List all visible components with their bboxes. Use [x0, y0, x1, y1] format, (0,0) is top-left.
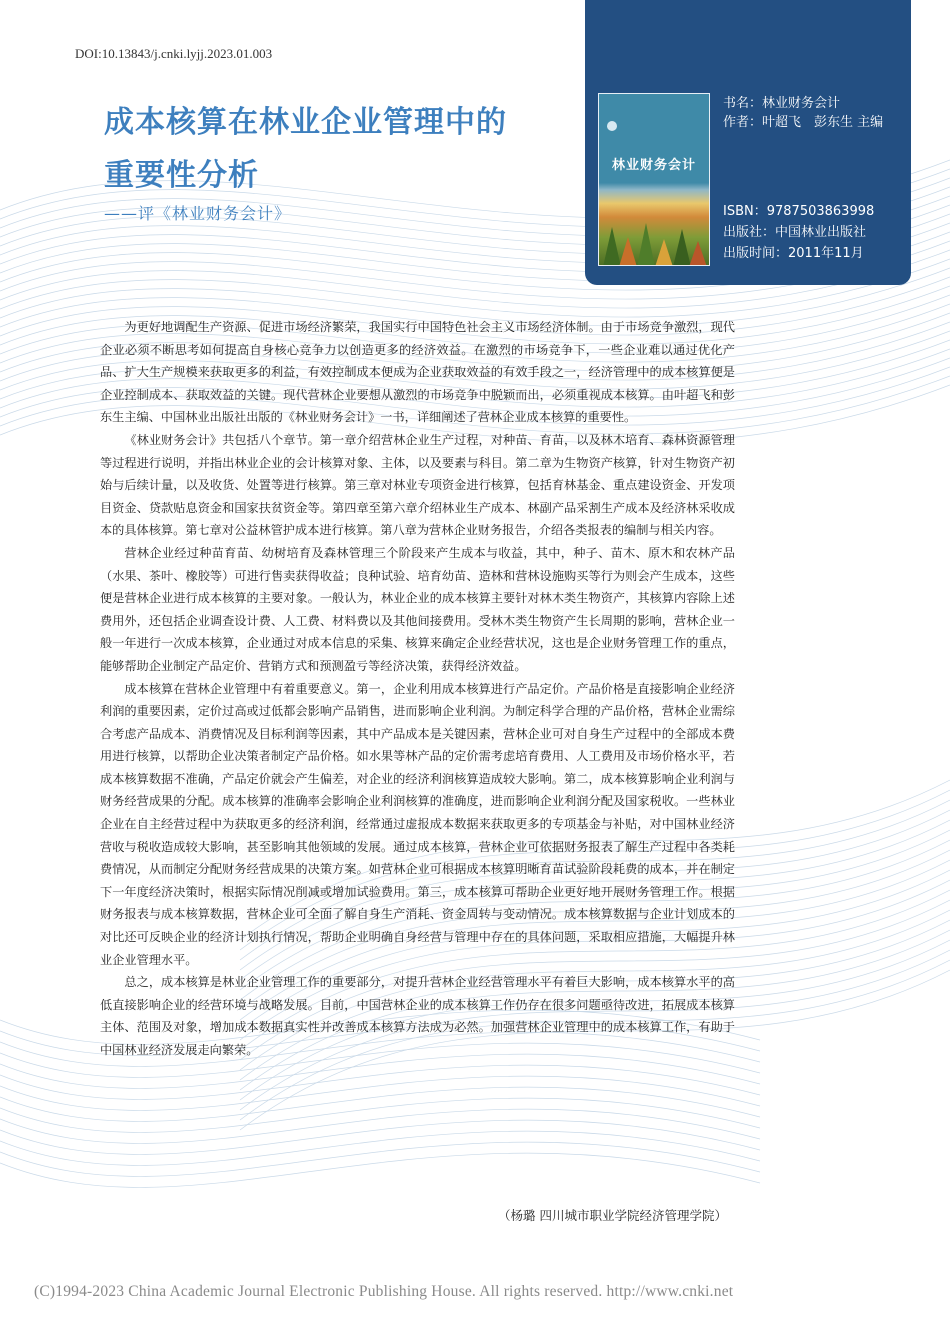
article-subtitle: ——评《林业财务会计》 — [104, 204, 292, 223]
copyright-footer: (C)1994-2023 China Academic Journal Electronic Publishing House. All rights reserved. http://www.cnki.net — [34, 1283, 734, 1300]
wave-line — [0, 1087, 760, 1121]
body-paragraph: 营林企业经过种苗育苗、幼树培育及森林管理三个阶段来产生成本与收益，其中，种子、苗木、原木和农林产品（水果、茶叶、橡胶等）可进行售卖获得收益；良种试验、培育幼苗、造林和营林设施购买等行为则会产生成本，这些便是营林企业进行成本核算的主要对象。一般认为，林业企业的成本核算主要针对林木类生物资产，其核算内容除上述费用外，还包括企业调查设计费、人工费、材料费以及其他间接费用。受林木类生物资产生长周期的影响，营林企业一般一年进行一次成本核算，企业通过对成本信息的采集、核算来确定企业经营状况，这也是企业财务管理工作的重点，能够帮助企业制定产品定价、营销方式和预测盈亏等经济决策，获得经济效益。 — [100, 545, 735, 673]
wave-line — [0, 1109, 760, 1143]
body-paragraph: 为更好地调配生产资源、促进市场经济繁荣，我国实行中国特色社会主义市场经济体制。由于市场竞争激烈，现代企业必须不断思考如何提高自身核心竞争力以创造更多的经济效益。在激烈的市场竞争下，一些企业难以通过优化产品、扩大生产规模来获取更多的利益，有效控制成本便成为企业获取效益的有效手段之一，经济管理中的成本核算便是企业控制成本、获取效益的关键。现代营林企业要想从激烈的市场竞争中脱颖而出，必须重视成本核算。由叶超飞和彭东生主编、中国林业出版社出版的《林业财务会计》一书，详细阐述了营林企业成本核算的重要性。 — [100, 320, 735, 425]
wave-line — [0, 1065, 760, 1099]
wave-line — [0, 1120, 760, 1154]
wave-line — [0, 1153, 760, 1187]
article-title: 成本核算在林业企业管理中的重要性分析 — [104, 105, 507, 193]
body-paragraph: 成本核算在营林企业管理中有着重要意义。第一，企业利用成本核算进行产品定价。产品价格是直接影响企业经济利润的重要因素，定价过高或过低都会影响产品销售，进而影响企业利润。为制定科学合理的产品价格，营林企业需综合考虑产品成本、消费情况及目标利润等因素，其中产品成本是关键因素，营林企业可对自身生产过程中的全部成本费用进行核算，以帮助企业决策者制定产品价格。如水果等林产品的定价需考虑培育费用、人工费用及市场价格水平，若成本核算数据不准确，产品定价就会产生偏差，对企业的经济利润核算造成较大影响。第二，成本核算影响企业利润与财务经营成果的分配。成本核算的准确率会影响企业利润核算的准确度，进而影响企业利润分配及国家税收。一些林业企业在自主经营过程中为获取更多的经济利润，经常通过虚报成本数据来获取更多的专项基金与补贴，对中国林业经济营收与税收造成较大影响，甚至影响其他领域的发展。通过成本核算，营林企业可依据财务报表了解生产过程中各类耗费情况，从而制定分配财务经营成果的决策方案。如营林企业可根据成本核算明晰育苗试验阶段耗费的成本，并在制定下一年度经济决策时，根据实际情况削减或增加试验费用。第三，成本核算可帮助企业更好地开展财务管理工作。根据财务报表与成本核算数据，营林企业可全面了解自身生产消耗、资金周转与变动情况。成本核算数据与企业计划成本的对比还可反映企业的经济计划执行情况，帮助企业明确自身经营与管理中存在的具体问题，采取相应措施，大幅提升林业企业管理水平。 — [100, 681, 735, 967]
body-paragraph: 《林业财务会计》共包括八个章节。第一章介绍营林企业生产过程，对种苗、育苗，以及林木培育、森林资源管理等过程进行说明，并指出林业企业的会计核算对象、主体，以及要素与科目。第二章为生物资产核算，针对生物资产初始与后续计量，以及收货、处置等进行核算。第三章对林业专项资金进行核算，包括育林基金、重点建设资金、开发项目资金、贷款贴息资金和国家扶贫资金等。第四章至第六章介绍林业生产成本、林副产品采割生产成本及经济林采收成本的具体核算。第七章对公益林管护成本进行核算。第八章为营林企业财务报告，介绍各类报表的编制与相关内容。 — [100, 432, 735, 538]
book-publisher-line: 出版社：中国林业出版社 — [723, 225, 867, 240]
wave-line — [0, 1076, 760, 1110]
tree-icon — [689, 241, 707, 266]
book-isbn-line: ISBN：9787503863998 — [723, 204, 875, 219]
book-title-line: 书名：林业财务会计 — [723, 96, 841, 111]
body-paragraph: 总之，成本核算是林业企业管理工作的重要部分，对提升营林企业经营管理水平有着巨大影响，成本核算水平的高低直接影响企业的经营环境与战略发展。目前，中国营林企业的成本核算工作仍存在很多问题亟待改进，拓展成本核算主体、范围及对象，增加成本数据真实性并改善成本核算方法成为必然。加强营林企业管理中的成本核算工作，有助于中国林业经济发展走向繁荣。 — [100, 975, 735, 1057]
book-cover-image — [598, 93, 710, 266]
tree-icon — [619, 237, 637, 266]
tree-icon — [637, 223, 655, 266]
doi-label: DOI:10.13843/j.cnki.lyjj.2023.01.003 — [75, 46, 273, 61]
wave-line — [0, 1098, 760, 1132]
tree-icon — [655, 239, 673, 266]
wave-line — [0, 1142, 760, 1176]
wave-line — [0, 1131, 760, 1165]
book-date-line: 出版时间：2011年11月 — [723, 246, 864, 261]
author-signature: （杨璐 四川城市职业学院经济管理学院） — [498, 1208, 727, 1223]
article-body — [100, 316, 735, 1062]
cover-title: 林业财务会计 — [611, 158, 696, 173]
book-author-line: 作者：叶超飞 彭东生 主编 — [723, 115, 884, 130]
publisher-logo-icon — [607, 121, 617, 131]
